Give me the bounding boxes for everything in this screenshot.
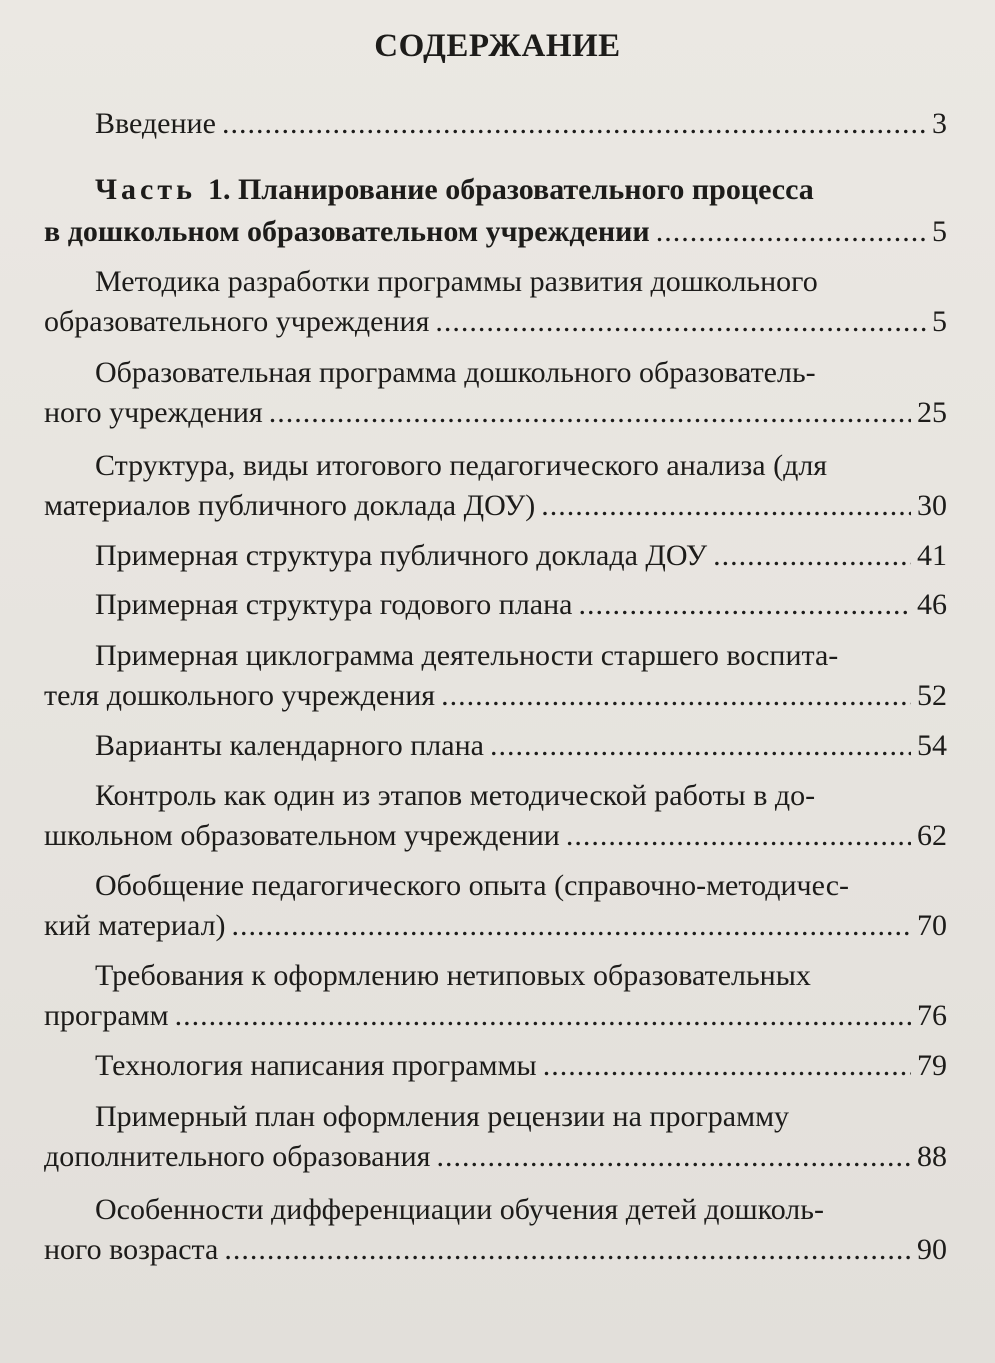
toc-part-title: 1. Планирование образовательного процесса [207, 173, 814, 206]
toc-entry-review-plan[interactable] [44, 1137, 947, 1177]
toc-entry-line [95, 1190, 947, 1230]
dot-leader [435, 302, 926, 342]
toc-entry-pedagogical-analysis[interactable] [44, 486, 947, 526]
toc-entry-title: кий материал) [44, 909, 226, 942]
toc-page-number: 52 [917, 679, 947, 712]
toc-entry-title: Введение [95, 107, 216, 140]
toc-page-number: 46 [917, 588, 947, 621]
toc-entry-title: Примерный план оформления рецензии на программу [95, 1100, 790, 1133]
toc-entry-line [95, 866, 947, 906]
toc-entry-requirements[interactable] [44, 996, 947, 1036]
toc-entry-line [95, 956, 947, 996]
toc-entry-cyclogram[interactable] [44, 676, 947, 716]
toc-entry-line [95, 446, 947, 486]
toc-entry-title: теля дошкольного учреждения [44, 679, 436, 712]
toc-entry-experience[interactable] [44, 906, 947, 946]
dot-leader [713, 536, 911, 576]
toc-page-number: 5 [932, 305, 947, 338]
toc-entry-part1[interactable] [44, 212, 947, 252]
dot-leader [656, 212, 926, 252]
toc-entry-public-report[interactable] [95, 536, 947, 576]
toc-part-heading[interactable] [95, 170, 947, 210]
dot-leader [232, 906, 911, 946]
toc-entry-line [95, 262, 947, 302]
dot-leader [222, 104, 926, 144]
toc-entry-line [95, 776, 947, 816]
toc-entry-technology[interactable] [95, 1046, 947, 1086]
toc-page-number: 41 [917, 539, 947, 572]
toc-entry-calendar-plan[interactable] [95, 726, 947, 766]
toc-entry-title: образовательного учреждения [44, 305, 430, 338]
toc-page-number: 90 [917, 1233, 947, 1266]
toc-entry-line [95, 353, 947, 393]
dot-leader [578, 585, 911, 625]
toc-entry-title: Обобщение педагогического опыта (справочно-методичес- [95, 869, 849, 902]
dot-leader [441, 676, 911, 716]
toc-entry-title: ного учреждения [44, 396, 263, 429]
toc-entry-title: программ [44, 999, 169, 1032]
toc-entry-title: в дошкольном образовательном учреждении [44, 215, 650, 248]
page-title: СОДЕРЖАНИЕ [374, 28, 621, 64]
toc-entry-differentiation[interactable] [44, 1230, 947, 1270]
toc-entry-line [95, 1097, 947, 1137]
dot-leader [541, 486, 911, 526]
toc-page-number: 5 [932, 215, 947, 248]
toc-entry-title: Контроль как один из этапов методической работы в до- [95, 779, 816, 812]
dot-leader [566, 816, 911, 856]
toc-entry-title: Примерная структура годового плана [95, 588, 573, 621]
toc-entry-title: Методика разработки программы развития дошкольного [95, 265, 818, 298]
toc-entry-title: Образовательная программа дошкольного образователь- [95, 356, 816, 389]
toc-entry-annual-plan[interactable] [95, 585, 947, 625]
toc-page-number: 62 [917, 819, 947, 852]
toc-page-number: 54 [917, 729, 947, 762]
toc-page-number: 79 [917, 1049, 947, 1082]
toc-entry-title: Примерная структура публичного доклада ДОУ [95, 539, 708, 572]
toc-page-number: 76 [917, 999, 947, 1032]
toc-entry-control[interactable] [44, 816, 947, 856]
dot-leader [436, 1137, 911, 1177]
toc-entry-educational-program[interactable] [44, 393, 947, 433]
dot-leader [224, 1230, 911, 1270]
dot-leader [269, 393, 911, 433]
toc-entry-title: Варианты календарного плана [95, 729, 484, 762]
dot-leader [543, 1046, 911, 1086]
toc-entry-introduction[interactable] [95, 104, 947, 144]
toc-entry-title: школьном образовательном учреждении [44, 819, 560, 852]
toc-part-label: Часть [95, 173, 196, 206]
toc-page-number: 88 [917, 1140, 947, 1173]
toc-page-number: 3 [932, 107, 947, 140]
toc-entry-title: Примерная циклограмма деятельности старшего воспита- [95, 639, 839, 672]
toc-entry-title: ного возраста [44, 1233, 219, 1266]
toc-entry-title: материалов публичного доклада ДОУ) [44, 489, 536, 522]
toc-entry-title: дополнительного образования [44, 1140, 431, 1173]
toc-entry-title: Структура, виды итогового педагогического анализа (для [95, 449, 828, 482]
toc-entry-title: Особенности дифференциации обучения детей дошколь- [95, 1193, 824, 1226]
toc-page-number: 30 [917, 489, 947, 522]
dot-leader [175, 996, 911, 1036]
toc-entry-title: Требования к оформлению нетиповых образовательных [95, 959, 811, 992]
toc-entry-line [95, 636, 947, 676]
toc-entry-title: Технология написания программы [95, 1049, 537, 1082]
toc-page-number: 25 [917, 396, 947, 429]
toc-entry-program-development[interactable] [44, 302, 947, 342]
toc-page-number: 70 [917, 909, 947, 942]
dot-leader [490, 726, 911, 766]
